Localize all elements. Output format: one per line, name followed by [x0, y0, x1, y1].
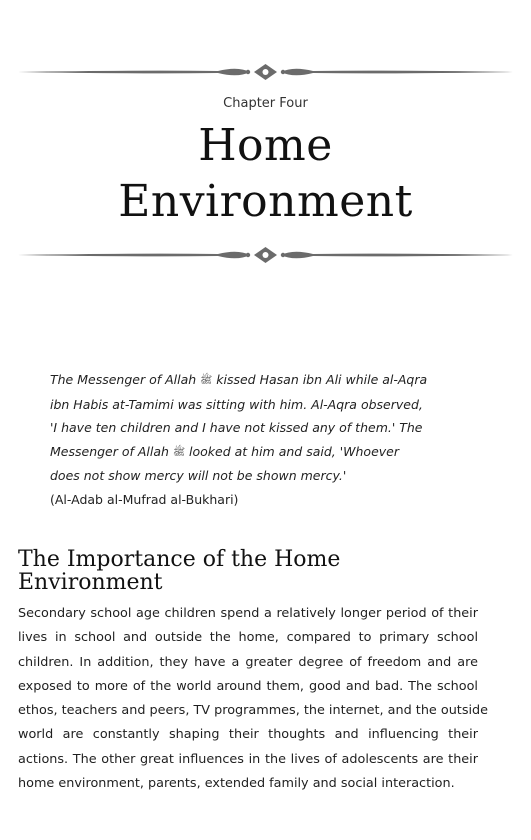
honorific-symbol-icon: ﷺ: [200, 375, 213, 386]
body-line: lives in school and outside the home, compared to primary school: [18, 630, 478, 646]
honorific-symbol-icon: ﷺ: [172, 446, 186, 458]
section-body: [18, 602, 489, 796]
body-line: world are constantly shaping their thoughts and influencing their: [18, 727, 478, 743]
quote-line: 'I have ten children and I have not kissed any of them.' The: [50, 420, 423, 435]
decorative-divider-top: [18, 62, 513, 82]
body-line: Secondary school age children spend a relatively longer period of their: [18, 606, 478, 621]
chapter-label: Chapter Four: [223, 96, 308, 111]
decorative-divider-bottom: [18, 245, 513, 265]
chapter-title-line-1: Home: [198, 120, 333, 171]
quote-line: does not show mercy will not be shown mercy.': [50, 468, 347, 483]
body-line: ethos, teachers and peers, TV programmes, the internet, and the outside: [18, 703, 489, 719]
quote-line: ibn Habis at-Tamimi was sitting with him. Al-Aqra observed,: [50, 396, 423, 412]
body-line: exposed to more of the world around them, good and bad. The school: [18, 678, 478, 694]
quote-source: (Al-Adab al-Mufrad al-Bukhari): [50, 491, 239, 507]
body-line: actions. The other great influences in the lives of adolescents are their: [18, 751, 478, 767]
hadith-quote: [50, 368, 480, 511]
body-line: children. In addition, they have a greater degree of freedom and are: [18, 654, 478, 670]
section-heading-line-1: The Importance of the Home: [18, 547, 341, 572]
chapter-title: [0, 118, 531, 230]
section-heading-line-2: Environment: [18, 570, 163, 595]
section-heading: [18, 548, 508, 594]
quote-line: The Messenger of Allah ﷺ kissed Hasan ibn Ali while al-Aqra: [50, 372, 428, 387]
quote-line: Messenger of Allah ﷺ looked at him and said, 'Whoever: [50, 443, 400, 459]
chapter-title-line-2: Environment: [118, 176, 413, 227]
body-line: home environment, parents, extended family and social interaction.: [18, 776, 455, 792]
